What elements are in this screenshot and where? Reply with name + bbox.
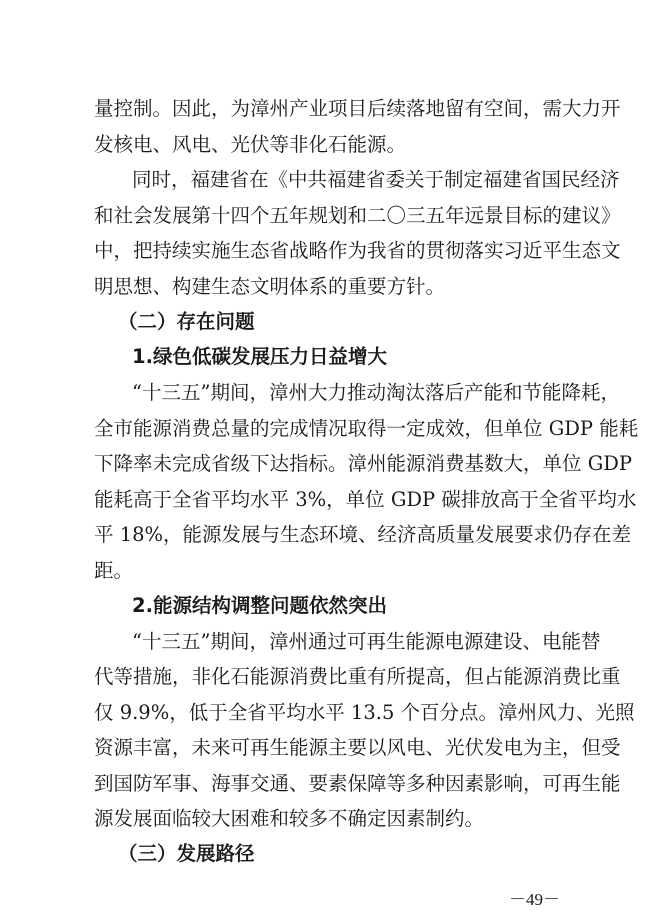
paragraph-line: 量控制。因此，为漳州产业项目后续落地留有空间，需大力开 xyxy=(94,97,621,120)
paragraph-line: “十三五”期间，漳州大力推动淘汰落后产能和节能降耗， xyxy=(132,381,620,404)
paragraph-line: 到国防军事、海事交通、要素保障等多种因素影响，可再生能 xyxy=(94,772,621,795)
paragraph-line: 中，把持续实施生态省战略作为我省的贯彻落实习近平生态文 xyxy=(94,239,621,262)
paragraph-line: 和社会发展第十四个五年规划和二〇三五年远景目标的建议》 xyxy=(94,204,621,227)
paragraph-line: 明思想、构建生态文明体系的重要方针。 xyxy=(94,275,446,298)
paragraph-line: 能耗高于全省平均水平 3%，单位 GDP 碳排放高于全省平均水 xyxy=(94,488,637,511)
paragraph-line: 平 18%，能源发展与生态环境、经济高质量发展要求仍存在差 xyxy=(94,523,632,546)
paragraph-line: 资源丰富，未来可再生能源主要以风电、光伏发电为主，但受 xyxy=(94,736,621,759)
paragraph-line: 同时，福建省在《中共福建省委关于制定福建省国民经济 xyxy=(132,168,620,191)
page-number: －49－ xyxy=(509,890,560,909)
paragraph-line: 代等措施，非化石能源消费比重有所提高，但占能源消费比重 xyxy=(94,665,621,688)
paragraph-line: 距。 xyxy=(94,559,134,582)
paragraph-line: 源发展面临较大困难和较多不确定因素制约。 xyxy=(94,807,485,830)
paragraph-line: 发核电、风电、光伏等非化石能源。 xyxy=(94,133,407,156)
subsection-heading: 2.能源结构调整问题依然突出 xyxy=(132,594,387,617)
paragraph-line: 全市能源消费总量的完成情况取得一定成效，但单位 GDP 能耗 xyxy=(94,417,639,440)
paragraph-line: 仅 9.9%，低于全省平均水平 13.5 个百分点。漳州风力、光照 xyxy=(94,701,635,724)
section-heading: （二）存在问题 xyxy=(118,310,255,333)
subsection-heading: 1.绿色低碳发展压力日益增大 xyxy=(132,345,387,368)
section-heading: （三）发展路径 xyxy=(118,842,255,865)
paragraph-line: “十三五”期间，漳州通过可再生能源电源建设、电能替 xyxy=(132,630,601,653)
paragraph-line: 下降率未完成省级下达指标。漳州能源消费基数大，单位 GDP xyxy=(94,452,633,475)
